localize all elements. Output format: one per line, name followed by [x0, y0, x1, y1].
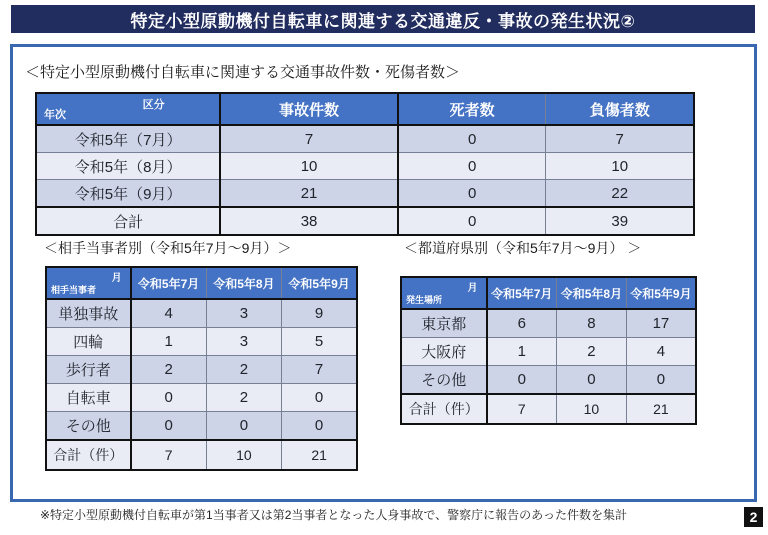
corner-top-label: 月 — [111, 273, 122, 284]
data-cell: 10 — [546, 153, 694, 180]
table-row — [401, 366, 696, 395]
data-cell: 7 — [220, 125, 398, 153]
data-cell: 7 — [546, 125, 694, 153]
data-cell: 0 — [131, 412, 207, 441]
row-label: 大阪府 — [401, 338, 487, 366]
table-row — [401, 338, 696, 366]
data-cell: 17 — [626, 309, 696, 338]
row-label: 令和5年（7月） — [36, 125, 220, 153]
table-row — [401, 309, 696, 338]
total-cell: 0 — [398, 207, 546, 235]
total-cell: 7 — [487, 394, 557, 424]
data-cell: 1 — [487, 338, 557, 366]
footnote: ※特定小型原動機付自転車が第1当事者又は第2当事者となった人身事故で、警察庁に報告のあった件数を集計 — [40, 508, 628, 522]
column-header: 事故件数 — [220, 93, 398, 125]
data-cell: 2 — [206, 384, 282, 412]
row-label: 令和5年（9月） — [36, 180, 220, 208]
total-cell: 38 — [220, 207, 398, 235]
column-header: 令和5年7月 — [131, 267, 207, 299]
total-row — [401, 394, 696, 424]
table-row — [36, 125, 694, 153]
data-cell: 3 — [206, 299, 282, 328]
table-row — [46, 356, 357, 384]
table-row — [36, 153, 694, 180]
data-cell: 22 — [546, 180, 694, 208]
page-title-bar — [11, 5, 755, 33]
column-header: 令和5年8月 — [556, 277, 626, 309]
corner-bottom-label: 発生場所 — [406, 295, 443, 305]
total-cell: 7 — [131, 440, 207, 470]
data-cell: 0 — [282, 384, 357, 412]
summary-table — [35, 92, 695, 236]
total-cell: 10 — [556, 394, 626, 424]
data-cell: 2 — [131, 356, 207, 384]
corner-bottom-label: 年次 — [44, 109, 66, 121]
total-cell: 10 — [206, 440, 282, 470]
partner-table-header-row — [46, 267, 357, 299]
row-label: 令和5年（8月） — [36, 153, 220, 180]
data-cell: 0 — [626, 366, 696, 395]
data-cell: 21 — [220, 180, 398, 208]
data-cell: 1 — [131, 328, 207, 356]
total-cell: 39 — [546, 207, 694, 235]
data-cell: 9 — [282, 299, 357, 328]
data-cell: 0 — [282, 412, 357, 441]
row-label: 自転車 — [46, 384, 131, 412]
total-row — [36, 207, 694, 235]
row-label: 単独事故 — [46, 299, 131, 328]
data-cell: 0 — [487, 366, 557, 395]
row-label: 東京都 — [401, 309, 487, 338]
summary-table-header-row — [36, 93, 694, 125]
corner-cell — [46, 267, 131, 299]
section-title-partner: ＜相手当事者別（令和5年7月～9月）＞ — [44, 240, 292, 256]
total-label: 合計（件） — [46, 440, 131, 470]
column-header: 令和5年7月 — [487, 277, 557, 309]
prefecture-table — [400, 276, 697, 425]
corner-bottom-label: 相手当事者 — [51, 285, 97, 295]
data-cell: 4 — [626, 338, 696, 366]
data-cell: 3 — [206, 328, 282, 356]
data-cell: 0 — [131, 384, 207, 412]
column-header: 令和5年8月 — [206, 267, 282, 299]
row-label: その他 — [401, 366, 487, 395]
column-header: 令和5年9月 — [626, 277, 696, 309]
page-number-badge: 2 — [744, 507, 763, 527]
table-row — [36, 180, 694, 208]
corner-top-label: 区分 — [142, 99, 165, 111]
data-cell: 0 — [398, 125, 546, 153]
total-label: 合計 — [36, 207, 220, 235]
data-cell: 0 — [206, 412, 282, 441]
row-label: 歩行者 — [46, 356, 131, 384]
data-cell: 7 — [282, 356, 357, 384]
prefecture-table-header-row — [401, 277, 696, 309]
row-label: その他 — [46, 412, 131, 441]
column-header: 負傷者数 — [546, 93, 694, 125]
corner-cell — [401, 277, 487, 309]
data-cell: 0 — [398, 153, 546, 180]
column-header: 令和5年9月 — [282, 267, 357, 299]
data-cell: 5 — [282, 328, 357, 356]
total-cell: 21 — [282, 440, 357, 470]
data-cell: 0 — [556, 366, 626, 395]
data-cell: 8 — [556, 309, 626, 338]
data-cell: 10 — [220, 153, 398, 180]
section-title-summary: ＜特定小型原動機付自転車に関連する交通事故件数・死傷者数＞ — [25, 64, 461, 81]
corner-top-label: 月 — [467, 283, 478, 294]
corner-cell — [36, 93, 220, 125]
data-cell: 0 — [398, 180, 546, 208]
table-row — [46, 412, 357, 441]
data-cell: 4 — [131, 299, 207, 328]
section-title-prefecture: ＜都道府県別（令和5年7月～9月） ＞ — [404, 240, 642, 256]
table-row — [46, 299, 357, 328]
data-cell: 2 — [556, 338, 626, 366]
total-cell: 21 — [626, 394, 696, 424]
total-label: 合計（件） — [401, 394, 487, 424]
data-cell: 2 — [206, 356, 282, 384]
data-cell: 6 — [487, 309, 557, 338]
partner-table — [45, 266, 358, 471]
table-row — [46, 384, 357, 412]
column-header: 死者数 — [398, 93, 546, 125]
total-row — [46, 440, 357, 470]
table-row — [46, 328, 357, 356]
page-title: 特定小型原動機付自転車に関連する交通違反・事故の発生状況② — [130, 11, 636, 31]
row-label: 四輪 — [46, 328, 131, 356]
